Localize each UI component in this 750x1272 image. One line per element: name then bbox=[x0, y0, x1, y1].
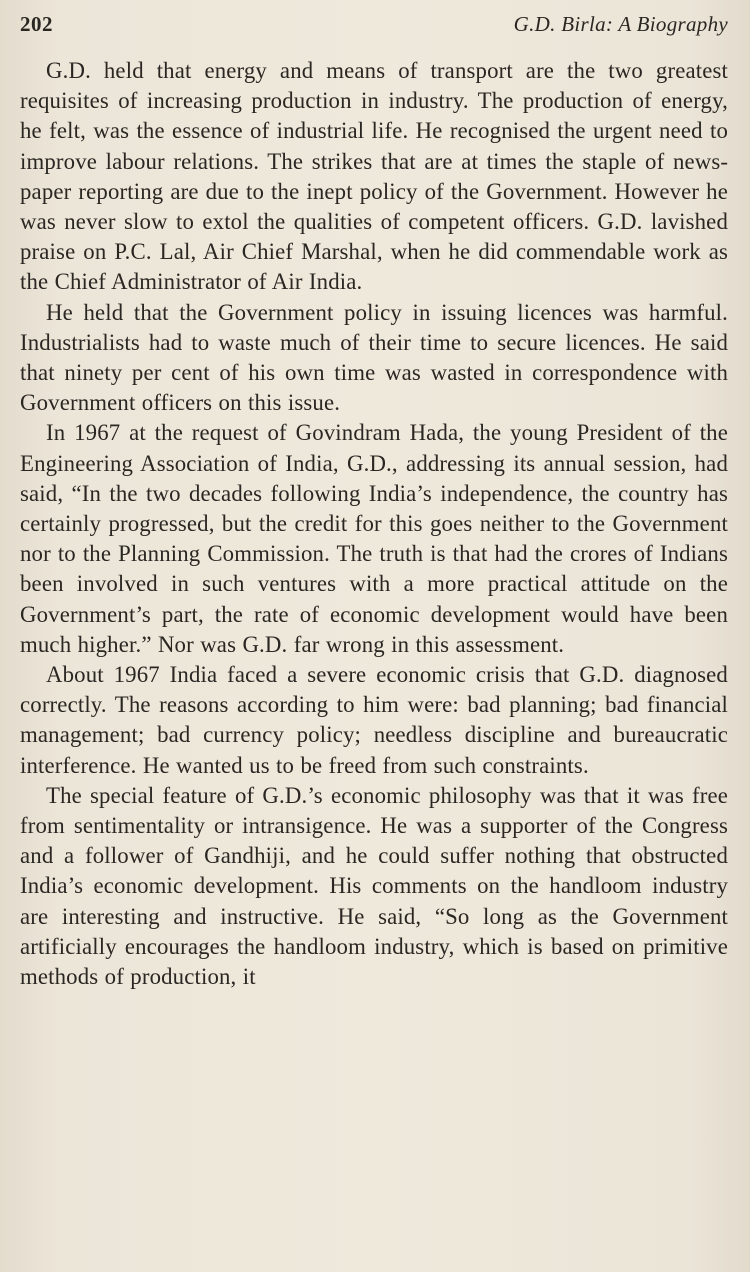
running-header bbox=[20, 12, 728, 42]
paragraph: G.D. held that energy and means of transport are the two greatest requisites of increasing production in industry. The production of energy, he felt, was the essence of industrial life. He recognised the urgent need to improve labour relations. The strikes that are at times the staple of newspaper reporting are due to the inept policy of the Government. However he was never slow to extol the qualities of competent officers. G.D. lavished praise on P.C. Lal, Air Chief Marshal, when he did commendable work as the Chief Administrator of Air India. bbox=[20, 58, 728, 295]
page-number: 202 bbox=[20, 12, 53, 36]
paragraph: In 1967 at the request of Govindram Hada, the young President of the Engineering Association of India, G.D., addressing its annual session, had said, “In the two decades following India’s independence, the country has certainly progressed, but the credit for this goes neither to the Government nor to the Planning Commission. The truth is that had the crores of Indians been involved in such ventures with a more practical attitude on the Government’s part, the rate of economic development would have been much higher.” Nor was G.D. far wrong in this assessment. bbox=[20, 420, 728, 657]
paragraph: About 1967 India faced a severe economic crisis that G.D. diagnosed correctly. The reasons according to him were: bad planning; bad financial management; bad currency policy; needless discipline and bureaucratic interference. He wanted us to be freed from such constraints. bbox=[20, 662, 728, 778]
paragraph: The special feature of G.D.’s economic philosophy was that it was free from sentimentality or intransigence. He was a supporter of the Congress and a follower of Gandhiji, and he could suffer nothing that obstructed India’s economic development. His comments on the handloom industry are interesting and instructive. He said, “So long as the Government artificially encourages the handloom industry, which is based on primitive methods of production, it bbox=[20, 782, 728, 990]
body-text bbox=[20, 56, 728, 992]
paragraph: He held that the Government policy in issuing licences was harmful. Industrialists had to waste much of their time to secure licences. He said that ninety per cent of his own time was wasted in correspondence with Government officers on this issue. bbox=[20, 299, 728, 416]
book-title: G.D. Birla: A Biography bbox=[513, 12, 728, 36]
